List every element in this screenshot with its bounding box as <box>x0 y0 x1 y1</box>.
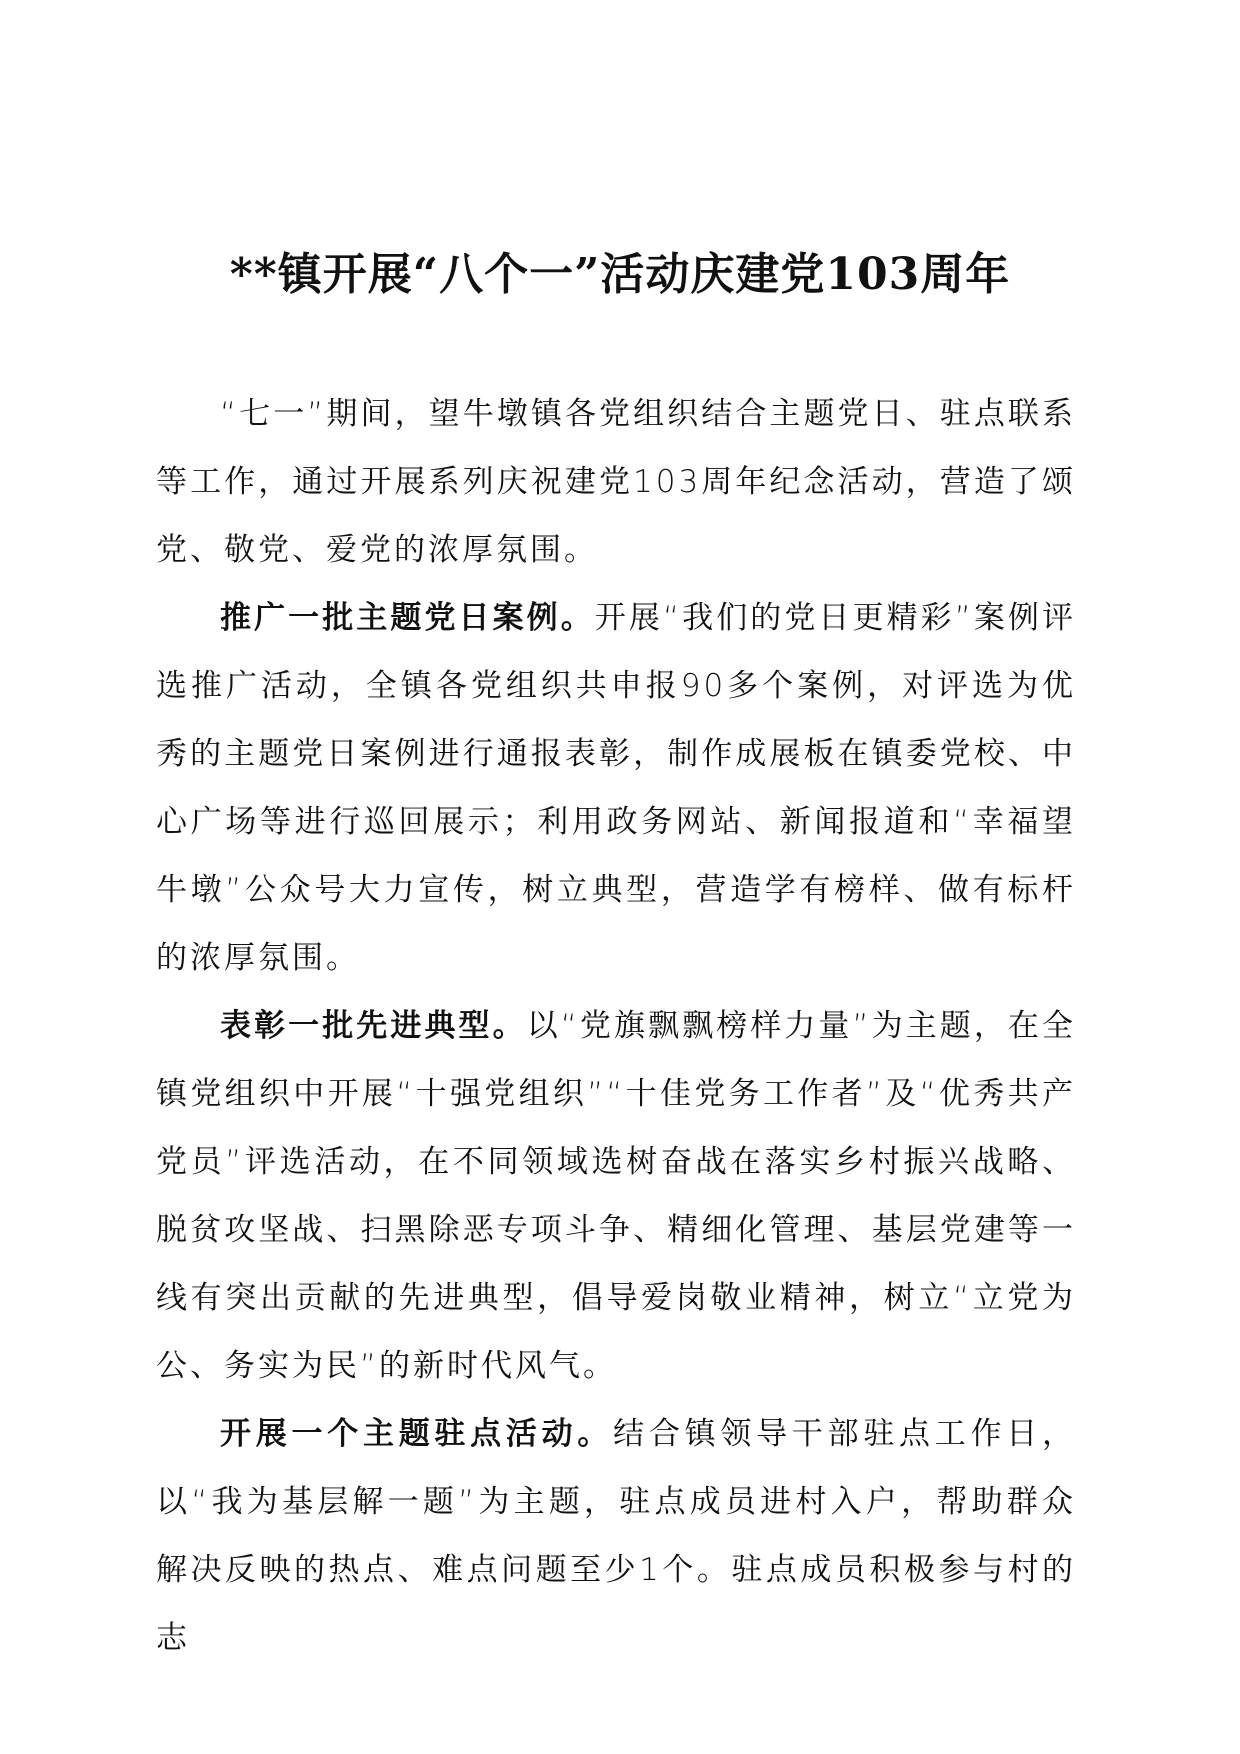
paragraph-text: “七一”期间，望牛墩镇各党组织结合主题党日、驻点联系等工作，通过开展系列庆祝建党103周年纪念活动，营造了颂党、敬党、爱党的浓厚氛围。 <box>156 396 1076 568</box>
paragraph-station-activity <box>156 1400 1076 1672</box>
paragraph-intro <box>156 380 1076 584</box>
document-title: **镇开展“八个一”活动庆建党103周年 <box>229 249 1011 300</box>
paragraph-advanced-models <box>156 992 1076 1400</box>
paragraph-text: 开展“我们的党日更精彩”案例评选推广活动，全镇各党组织共申报90多个案例，对评选为优秀的主题党日案例进行通报表彰，制作成展板在镇委党校、中心广场等进行巡回展示；利用政务网站、新闻报道和“幸福望牛墩”公众号大力宣传，树立典型，营造学有榜样、做有标杆的浓厚氛围。 <box>156 600 1076 976</box>
paragraph-theme-day-cases <box>156 584 1076 992</box>
paragraph-lead: 开展一个主题驻点活动。 <box>220 1416 614 1452</box>
paragraph-lead: 表彰一批先进典型。 <box>220 1008 527 1044</box>
paragraph-lead: 推广一批主题党日案例。 <box>220 600 595 636</box>
paragraph-text: 结合镇领导干部驻点工作日，以“我为基层解一题”为主题，驻点成员进村入户，帮助群众解决反映的热点、难点问题至少1个。驻点成员积极参与村的志 <box>156 1416 1077 1656</box>
document-body <box>156 380 1076 1672</box>
paragraph-text: 以“党旗飘飘榜样力量”为主题，在全镇党组织中开展“十强党组织”“十佳党务工作者”及“优秀共产党员”评选活动，在不同领域选树奋战在落实乡村振兴战略、脱贫攻坚战、扫黑除恶专项斗争、精细化管理、基层党建等一线有突出贡献的先进典型，倡导爱岗敬业精神，树立“立党为公、务实为民”的新时代风气。 <box>156 1008 1077 1384</box>
